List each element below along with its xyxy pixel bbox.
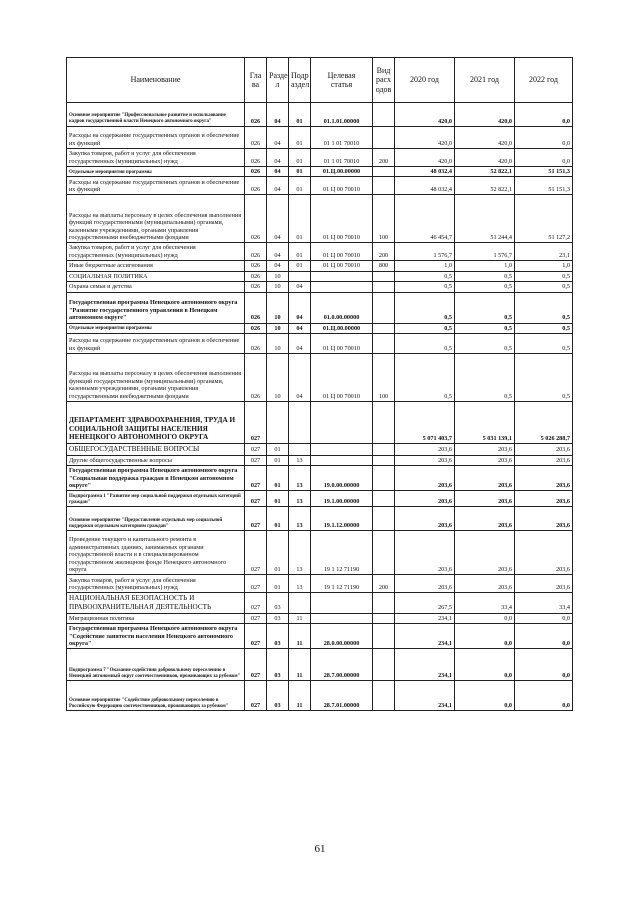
- cell-podrazdel: 11: [289, 681, 311, 711]
- cell-year-2021: 0,0: [455, 624, 515, 649]
- cell-glava: 027: [245, 402, 267, 444]
- cell-year-2022: 203,6: [515, 531, 573, 575]
- cell-razdel: 04: [267, 261, 289, 271]
- cell-razdel: 10: [267, 354, 289, 402]
- cell-glava: 026: [245, 334, 267, 354]
- cell-glava: 026: [245, 177, 267, 195]
- cell-year-2020: 203,6: [395, 531, 455, 575]
- cell-year-2021: 0,5: [455, 271, 515, 281]
- cell-year-2020: 0,5: [395, 282, 455, 292]
- cell-glava: 027: [245, 444, 267, 456]
- cell-razdel: 03: [267, 624, 289, 649]
- cell-razdel: 04: [267, 177, 289, 195]
- cell-year-2021: 52 822,1: [455, 167, 515, 177]
- cell-glava: 026: [245, 149, 267, 167]
- cell-statya: 19 1 12 71190: [311, 531, 373, 575]
- cell-year-2021: 420,0: [455, 103, 515, 127]
- cell-razdel: 04: [267, 167, 289, 177]
- cell-razdel: 01: [267, 444, 289, 456]
- cell-podrazdel: 01: [289, 177, 311, 195]
- cell-podrazdel: 04: [289, 334, 311, 354]
- row-name: Закупка товаров, работ и услуг для обеспечения государственных (муниципальных) нужд: [67, 575, 245, 593]
- row-name: Подпрограмма 7 "Оказание содействия добровольному переселению в Ненецкий автономный округ соотечественников, проживающих за рубежом": [67, 649, 245, 681]
- row-name: Основное мероприятие "Предоставление отдельных мер социальной поддержки отдельным категориям граждан": [67, 507, 245, 531]
- cell-glava: 027: [245, 613, 267, 623]
- cell-podrazdel: 13: [289, 575, 311, 593]
- cell-glava: 026: [245, 261, 267, 271]
- cell-glava: 027: [245, 507, 267, 531]
- cell-statya: 01 Ц 00 70010: [311, 354, 373, 402]
- table-row: [67, 402, 573, 444]
- cell-vid: [373, 491, 395, 507]
- row-name: Отдельные мероприятия программы: [67, 167, 245, 177]
- cell-statya: 28.7.00.00000: [311, 649, 373, 681]
- cell-vid: [373, 444, 395, 456]
- cell-year-2021: 203,6: [455, 455, 515, 465]
- row-name: Охрана семьи и детства: [67, 282, 245, 292]
- cell-podrazdel: 01: [289, 195, 311, 243]
- cell-statya: [311, 613, 373, 623]
- cell-vid: [373, 466, 395, 491]
- cell-razdel: 04: [267, 103, 289, 127]
- cell-glava: 026: [245, 243, 267, 261]
- cell-year-2020: 1,0: [395, 261, 455, 271]
- cell-year-2021: 0,5: [455, 292, 515, 323]
- row-name: ДЕПАРТАМЕНТ ЗДРАВООХРАНЕНИЯ, ТРУДА И СОЦИАЛЬНОЙ ЗАЩИТЫ НАСЕЛЕНИЯ НЕНЕЦКОГО АВТОНОМНОГО ОКРУГА: [67, 402, 245, 444]
- cell-statya: 01 Ц 00 70010: [311, 243, 373, 261]
- cell-year-2021: 0,5: [455, 323, 515, 333]
- cell-razdel: 03: [267, 681, 289, 711]
- header-statya: Целевая статья: [311, 58, 373, 103]
- cell-glava: 026: [245, 127, 267, 149]
- cell-year-2022: 0,5: [515, 271, 573, 281]
- table-row: [67, 323, 573, 333]
- cell-year-2020: 234,1: [395, 624, 455, 649]
- row-name: Иные бюджетные ассигнования: [67, 261, 245, 271]
- cell-year-2020: 0,5: [395, 334, 455, 354]
- cell-glava: 026: [245, 167, 267, 177]
- row-name: Другие общегосударственные вопросы: [67, 455, 245, 465]
- cell-razdel: 04: [267, 243, 289, 261]
- cell-year-2020: 203,6: [395, 491, 455, 507]
- cell-year-2020: 234,1: [395, 613, 455, 623]
- cell-year-2022: 0,0: [515, 149, 573, 167]
- cell-year-2021: 1,0: [455, 261, 515, 271]
- table-row: [67, 261, 573, 271]
- cell-glava: 027: [245, 593, 267, 613]
- cell-year-2022: 0,5: [515, 334, 573, 354]
- cell-statya: 19 1 12 71190: [311, 575, 373, 593]
- cell-year-2022: 203,6: [515, 491, 573, 507]
- table-body: [67, 103, 573, 711]
- table-row: [67, 354, 573, 402]
- cell-statya: [311, 593, 373, 613]
- cell-year-2021: 0,0: [455, 681, 515, 711]
- cell-year-2022: 0,0: [515, 649, 573, 681]
- cell-glava: 026: [245, 271, 267, 281]
- cell-razdel: 01: [267, 466, 289, 491]
- cell-statya: [311, 402, 373, 444]
- cell-vid: [373, 167, 395, 177]
- cell-year-2020: 0,5: [395, 271, 455, 281]
- cell-vid: [373, 282, 395, 292]
- cell-year-2021: 203,6: [455, 466, 515, 491]
- cell-year-2020: 420,0: [395, 127, 455, 149]
- cell-year-2021: 203,6: [455, 507, 515, 531]
- table-row: [67, 466, 573, 491]
- cell-year-2022: 0,5: [515, 282, 573, 292]
- cell-glava: 026: [245, 282, 267, 292]
- table-row: [67, 455, 573, 465]
- cell-glava: 027: [245, 575, 267, 593]
- cell-year-2020: 48 032,4: [395, 167, 455, 177]
- cell-year-2022: 0,5: [515, 292, 573, 323]
- cell-vid: [373, 127, 395, 149]
- cell-year-2022: 23,1: [515, 243, 573, 261]
- cell-podrazdel: 11: [289, 649, 311, 681]
- cell-vid: [373, 455, 395, 465]
- cell-razdel: 10: [267, 334, 289, 354]
- cell-statya: [311, 282, 373, 292]
- cell-year-2021: 203,6: [455, 531, 515, 575]
- cell-razdel: [267, 402, 289, 444]
- table-row: [67, 167, 573, 177]
- page-number: 61: [314, 843, 326, 855]
- table-header: [67, 58, 573, 103]
- budget-table: [66, 57, 573, 711]
- cell-year-2021: 5 031 139,1: [455, 402, 515, 444]
- cell-statya: 19.0.00.00000: [311, 466, 373, 491]
- cell-statya: [311, 271, 373, 281]
- cell-year-2020: 267,5: [395, 593, 455, 613]
- cell-glava: 026: [245, 195, 267, 243]
- cell-vid: [373, 177, 395, 195]
- cell-year-2022: 0,5: [515, 354, 573, 402]
- cell-year-2021: 203,6: [455, 444, 515, 456]
- cell-razdel: 01: [267, 507, 289, 531]
- cell-vid: 200: [373, 575, 395, 593]
- cell-podrazdel: 01: [289, 149, 311, 167]
- cell-year-2022: 203,6: [515, 507, 573, 531]
- row-name: Закупка товаров, работ и услуг для обеспечения государственных (муниципальных) нужд: [67, 149, 245, 167]
- table-row: [67, 575, 573, 593]
- cell-year-2020: 234,1: [395, 681, 455, 711]
- cell-vid: [373, 507, 395, 531]
- cell-glava: 026: [245, 354, 267, 402]
- cell-year-2022: 0,0: [515, 127, 573, 149]
- cell-year-2021: 0,5: [455, 334, 515, 354]
- cell-podrazdel: 04: [289, 323, 311, 333]
- cell-year-2020: 203,6: [395, 507, 455, 531]
- cell-vid: [373, 292, 395, 323]
- table-row: [67, 624, 573, 649]
- cell-year-2022: 51 127,2: [515, 195, 573, 243]
- cell-statya: [311, 455, 373, 465]
- row-name: Расходы на выплаты персоналу в целях обеспечения выполнения функций государственными (муниципальными) органами, казенными учреждениями, органами управления государственными внебюджетными фондами: [67, 354, 245, 402]
- cell-vid: [373, 103, 395, 127]
- cell-vid: [373, 681, 395, 711]
- cell-podrazdel: 01: [289, 261, 311, 271]
- row-name: Закупка товаров, работ и услуг для обеспечения государственных (муниципальных) нужд: [67, 243, 245, 261]
- cell-statya: 01.0.00.00000: [311, 292, 373, 323]
- cell-year-2022: 0,5: [515, 323, 573, 333]
- cell-podrazdel: 04: [289, 282, 311, 292]
- table-row: [67, 149, 573, 167]
- table-row: [67, 334, 573, 354]
- cell-razdel: 03: [267, 613, 289, 623]
- cell-year-2020: 203,6: [395, 444, 455, 456]
- table-row: [67, 507, 573, 531]
- cell-statya: 28.7.01.00000: [311, 681, 373, 711]
- cell-razdel: 04: [267, 195, 289, 243]
- table-row: [67, 243, 573, 261]
- cell-razdel: 01: [267, 491, 289, 507]
- header-glava: Гла ва: [245, 58, 267, 103]
- table-row: [67, 127, 573, 149]
- cell-year-2020: 0,5: [395, 292, 455, 323]
- cell-vid: 800: [373, 261, 395, 271]
- cell-podrazdel: 11: [289, 624, 311, 649]
- table-row: [67, 613, 573, 623]
- cell-podrazdel: 04: [289, 354, 311, 402]
- row-name: Государственная программа Ненецкого автономного округа "Содействие занятости населения Ненецкого автономного округа": [67, 624, 245, 649]
- cell-razdel: 03: [267, 649, 289, 681]
- cell-year-2021: 203,6: [455, 575, 515, 593]
- cell-year-2021: 0,0: [455, 613, 515, 623]
- cell-year-2022: 33,4: [515, 593, 573, 613]
- cell-year-2022: 1,0: [515, 261, 573, 271]
- cell-vid: 200: [373, 243, 395, 261]
- cell-podrazdel: [289, 593, 311, 613]
- cell-podrazdel: 04: [289, 292, 311, 323]
- cell-statya: 01 Ц 00 70010: [311, 177, 373, 195]
- cell-statya: 28.0.00.00000: [311, 624, 373, 649]
- row-name: Отдельные мероприятия программы: [67, 323, 245, 333]
- row-name: Миграционная политика: [67, 613, 245, 623]
- header-year-2021: 2021 год: [455, 58, 515, 103]
- cell-year-2021: 51 244,4: [455, 195, 515, 243]
- table-row: [67, 103, 573, 127]
- table-row: [67, 292, 573, 323]
- cell-year-2022: 51 151,3: [515, 167, 573, 177]
- header-vid: Вид расх одов: [373, 58, 395, 103]
- cell-podrazdel: 01: [289, 103, 311, 127]
- table-row: [67, 177, 573, 195]
- header-name: Наименование: [67, 58, 245, 103]
- cell-vid: [373, 531, 395, 575]
- cell-vid: 100: [373, 195, 395, 243]
- table-row: [67, 444, 573, 456]
- row-name: ОБЩЕГОСУДАРСТВЕННЫЕ ВОПРОСЫ: [67, 444, 245, 456]
- cell-year-2022: 0,0: [515, 624, 573, 649]
- cell-year-2022: 203,6: [515, 444, 573, 456]
- cell-glava: 027: [245, 455, 267, 465]
- cell-podrazdel: [289, 271, 311, 281]
- cell-year-2020: 46 454,7: [395, 195, 455, 243]
- cell-year-2020: 420,0: [395, 149, 455, 167]
- cell-statya: 01.Ц.00.00000: [311, 323, 373, 333]
- cell-year-2021: 33,4: [455, 593, 515, 613]
- cell-vid: [373, 334, 395, 354]
- cell-podrazdel: 01: [289, 167, 311, 177]
- table-row: [67, 681, 573, 711]
- table-row: [67, 195, 573, 243]
- cell-razdel: 10: [267, 282, 289, 292]
- row-name: СОЦИАЛЬНАЯ ПОЛИТИКА: [67, 271, 245, 281]
- cell-year-2021: 52 822,1: [455, 177, 515, 195]
- cell-razdel: 03: [267, 593, 289, 613]
- cell-year-2020: 5 071 403,7: [395, 402, 455, 444]
- cell-razdel: 01: [267, 575, 289, 593]
- cell-vid: [373, 271, 395, 281]
- cell-vid: [373, 402, 395, 444]
- cell-vid: [373, 613, 395, 623]
- cell-glava: 027: [245, 466, 267, 491]
- cell-glava: 027: [245, 491, 267, 507]
- table-row: [67, 282, 573, 292]
- cell-podrazdel: 13: [289, 455, 311, 465]
- header-year-2020: 2020 год: [395, 58, 455, 103]
- cell-razdel: 01: [267, 531, 289, 575]
- table-row: [67, 531, 573, 575]
- cell-year-2020: 234,1: [395, 649, 455, 681]
- cell-year-2021: 0,5: [455, 282, 515, 292]
- cell-statya: 01 1 01 70010: [311, 127, 373, 149]
- cell-year-2022: 203,6: [515, 455, 573, 465]
- row-name: Расходы на содержание государственных органов и обеспечение их функций: [67, 334, 245, 354]
- cell-year-2021: 420,0: [455, 149, 515, 167]
- cell-glava: 026: [245, 103, 267, 127]
- cell-razdel: 04: [267, 149, 289, 167]
- cell-glava: 026: [245, 292, 267, 323]
- cell-year-2020: 203,6: [395, 575, 455, 593]
- row-name: Государственная программа Ненецкого автономного округа "Развитие государственного управления в Ненецком автономном округе": [67, 292, 245, 323]
- cell-razdel: 04: [267, 127, 289, 149]
- cell-podrazdel: 13: [289, 531, 311, 575]
- cell-statya: [311, 444, 373, 456]
- cell-razdel: 10: [267, 323, 289, 333]
- row-name: НАЦИОНАЛЬНАЯ БЕЗОПАСНОСТЬ И ПРАВООХРАНИТЕЛЬНАЯ ДЕЯТЕЛЬНОСТЬ: [67, 593, 245, 613]
- cell-podrazdel: 13: [289, 491, 311, 507]
- cell-statya: 01.Ц.00.00000: [311, 167, 373, 177]
- cell-vid: [373, 593, 395, 613]
- cell-year-2021: 203,6: [455, 491, 515, 507]
- cell-glava: 026: [245, 323, 267, 333]
- table-row: [67, 649, 573, 681]
- row-name: Государственная программа Ненецкого автономного округа "Социальная поддержка граждан в Ненецком автономном округе": [67, 466, 245, 491]
- table-row: [67, 271, 573, 281]
- header-podrazdel: Подр аздел: [289, 58, 311, 103]
- cell-vid: 200: [373, 149, 395, 167]
- header-year-2022: 2022 год: [515, 58, 573, 103]
- cell-podrazdel: 01: [289, 127, 311, 149]
- cell-year-2020: 0,5: [395, 354, 455, 402]
- cell-podrazdel: 13: [289, 466, 311, 491]
- cell-year-2022: 0,0: [515, 613, 573, 623]
- row-name: Основное мероприятие "Профессиональное развитие и использование кадров государственной власти Ненецкого автономного округа": [67, 103, 245, 127]
- cell-podrazdel: 13: [289, 507, 311, 531]
- cell-vid: 100: [373, 354, 395, 402]
- cell-year-2022: 0,0: [515, 103, 573, 127]
- cell-year-2020: 203,6: [395, 455, 455, 465]
- cell-podrazdel: [289, 444, 311, 456]
- cell-year-2020: 48 032,4: [395, 177, 455, 195]
- row-name: Расходы на выплаты персоналу в целях обеспечения выполнения функций государственными (муниципальными) органами, казенными учреждениями, органами управления государственными внебюджетными фондами: [67, 195, 245, 243]
- table-row: [67, 593, 573, 613]
- cell-year-2020: 420,0: [395, 103, 455, 127]
- cell-year-2021: 420,0: [455, 127, 515, 149]
- cell-podrazdel: [289, 402, 311, 444]
- cell-podrazdel: 11: [289, 613, 311, 623]
- cell-year-2022: 203,6: [515, 575, 573, 593]
- cell-statya: 19.1.12.00000: [311, 507, 373, 531]
- cell-glava: 027: [245, 681, 267, 711]
- cell-vid: [373, 323, 395, 333]
- cell-glava: 027: [245, 531, 267, 575]
- cell-year-2022: 203,6: [515, 466, 573, 491]
- cell-year-2021: 1 576,7: [455, 243, 515, 261]
- row-name: Основное мероприятие "Содействие добровольному переселению в Российскую Федерацию соотечественников, проживающих за рубежом": [67, 681, 245, 711]
- table-row: [67, 491, 573, 507]
- cell-year-2022: 51 151,3: [515, 177, 573, 195]
- cell-year-2020: 1 576,7: [395, 243, 455, 261]
- header-razdel: Разде л: [267, 58, 289, 103]
- cell-year-2020: 203,6: [395, 466, 455, 491]
- cell-razdel: 10: [267, 271, 289, 281]
- cell-podrazdel: 01: [289, 243, 311, 261]
- cell-year-2021: 0,0: [455, 649, 515, 681]
- cell-statya: 01 Ц 00 70010: [311, 261, 373, 271]
- cell-glava: 027: [245, 624, 267, 649]
- cell-razdel: 10: [267, 292, 289, 323]
- cell-statya: 19.1.00.00000: [311, 491, 373, 507]
- cell-glava: 027: [245, 649, 267, 681]
- cell-statya: 01.1.01.00000: [311, 103, 373, 127]
- row-name: Расходы на содержание государственных органов и обеспечение их функций: [67, 177, 245, 195]
- cell-statya: 01 Ц 00 70010: [311, 195, 373, 243]
- cell-statya: 01 1 01 70010: [311, 149, 373, 167]
- cell-year-2020: 0,5: [395, 323, 455, 333]
- cell-statya: 01 Ц 00 70010: [311, 334, 373, 354]
- row-name: Подпрограмма 1 "Развитие мер социальной поддержки отдельных категорий граждан": [67, 491, 245, 507]
- cell-vid: [373, 649, 395, 681]
- row-name: Проведение текущего и капитального ремонта в административных зданиях, занимаемых органами государственной власти и в специализированном государственном жилищном фонде Ненецкого автономного округа: [67, 531, 245, 575]
- cell-year-2022: 0,0: [515, 681, 573, 711]
- cell-razdel: 01: [267, 455, 289, 465]
- row-name: Расходы на содержание государственных органов и обеспечение их функций: [67, 127, 245, 149]
- cell-year-2021: 0,5: [455, 354, 515, 402]
- cell-vid: [373, 624, 395, 649]
- cell-year-2022: 5 026 288,7: [515, 402, 573, 444]
